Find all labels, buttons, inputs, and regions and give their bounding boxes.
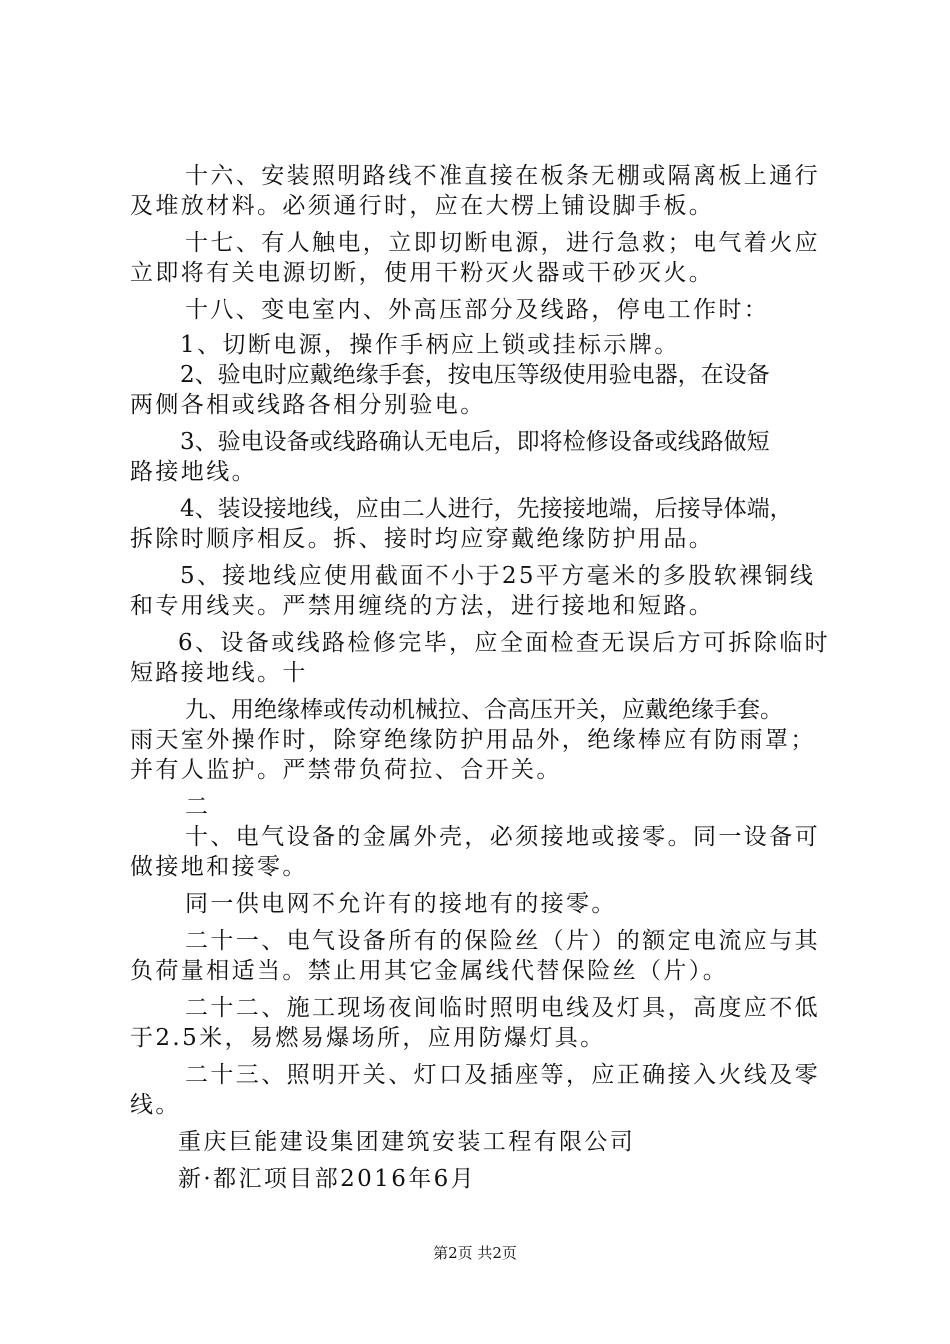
text-line: 于2.5米，易燃易爆场所，应用防爆灯具。 [130,1025,606,1051]
text-line: 3、验电设备或线路确认无电后，即将检修设备或线路做短 [180,429,770,455]
text-line: 二十三、照明开关、灯口及插座等，应正确接入火线及零 [185,1062,820,1088]
text-line: 二十一、电气设备所有的保险丝（片）的额定电流应与其 [185,928,820,954]
text-line: 及堆放材料。必须通行时，应在大楞上铺设脚手板。 [130,193,715,219]
text-line: 4、装设接地线，应由二人进行，先接接地端，后接导体端， [180,496,793,522]
text-line: 重庆巨能建设集团建筑安装工程有限公司 [178,1129,636,1155]
text-line: 二十二、施工现场夜间临时照明电线及灯具，高度应不低 [185,995,820,1021]
text-line: 雨天室外操作时，除穿绝缘防护用品外，绝缘棒应有防雨罩； [130,727,816,753]
text-line: 十、电气设备的金属外壳，必须接地或接零。同一设备可 [185,824,820,850]
text-line: 新·都汇项目部2016年6月 [178,1166,477,1192]
text-line: 和专用线夹。严禁用缠绕的方法，进行接地和短路。 [130,593,715,619]
text-line: 线。 [130,1092,181,1118]
text-line: 5、接地线应使用截面不小于25平方毫米的多股软裸铜线 [180,563,816,589]
text-line: 2、验电时应戴绝缘手套，按电压等级使用验电器，在设备 [180,362,770,388]
page-number-footer: 第2页 共2页 [433,1244,517,1262]
text-line: 十八、变电室内、外高压部分及线路，停电工作时： [185,297,770,323]
text-line: 负荷量相适当。禁止用其它金属线代替保险丝（片）。 [130,958,729,984]
text-line: 九、用绝缘棒或传动机械拉、合高压开关，应戴绝缘手套。 [185,697,783,723]
text-line: 短路接地线。十 [130,660,308,686]
text-line: 两侧各相或线路各相分别验电。 [130,392,486,418]
text-line: 做接地和接零。 [130,854,308,880]
text-line: 拆除时顺序相反。拆、接时均应穿戴绝缘防护用品。 [130,526,715,552]
text-line: 同一供电网不允许有的接地有的接零。 [185,891,617,917]
text-line: 并有人监护。严禁带负荷拉、合开关。 [130,757,562,783]
text-line: 十六、安装照明路线不准直接在板条无棚或隔离板上通行 [185,163,820,189]
text-line: 立即将有关电源切断，使用干粉灭火器或干砂灭火。 [130,260,715,286]
text-line: 1、切断电源，操作手柄应上锁或挂标示牌。 [180,332,680,358]
text-line: 十七、有人触电，立即切断电源，进行急救；电气着火应 [185,230,820,256]
text-line: 二 [185,794,211,820]
text-line: 6、设备或线路检修完毕，应全面检查无误后方可拆除临时 [178,630,831,656]
text-line: 路接地线。 [130,459,257,485]
